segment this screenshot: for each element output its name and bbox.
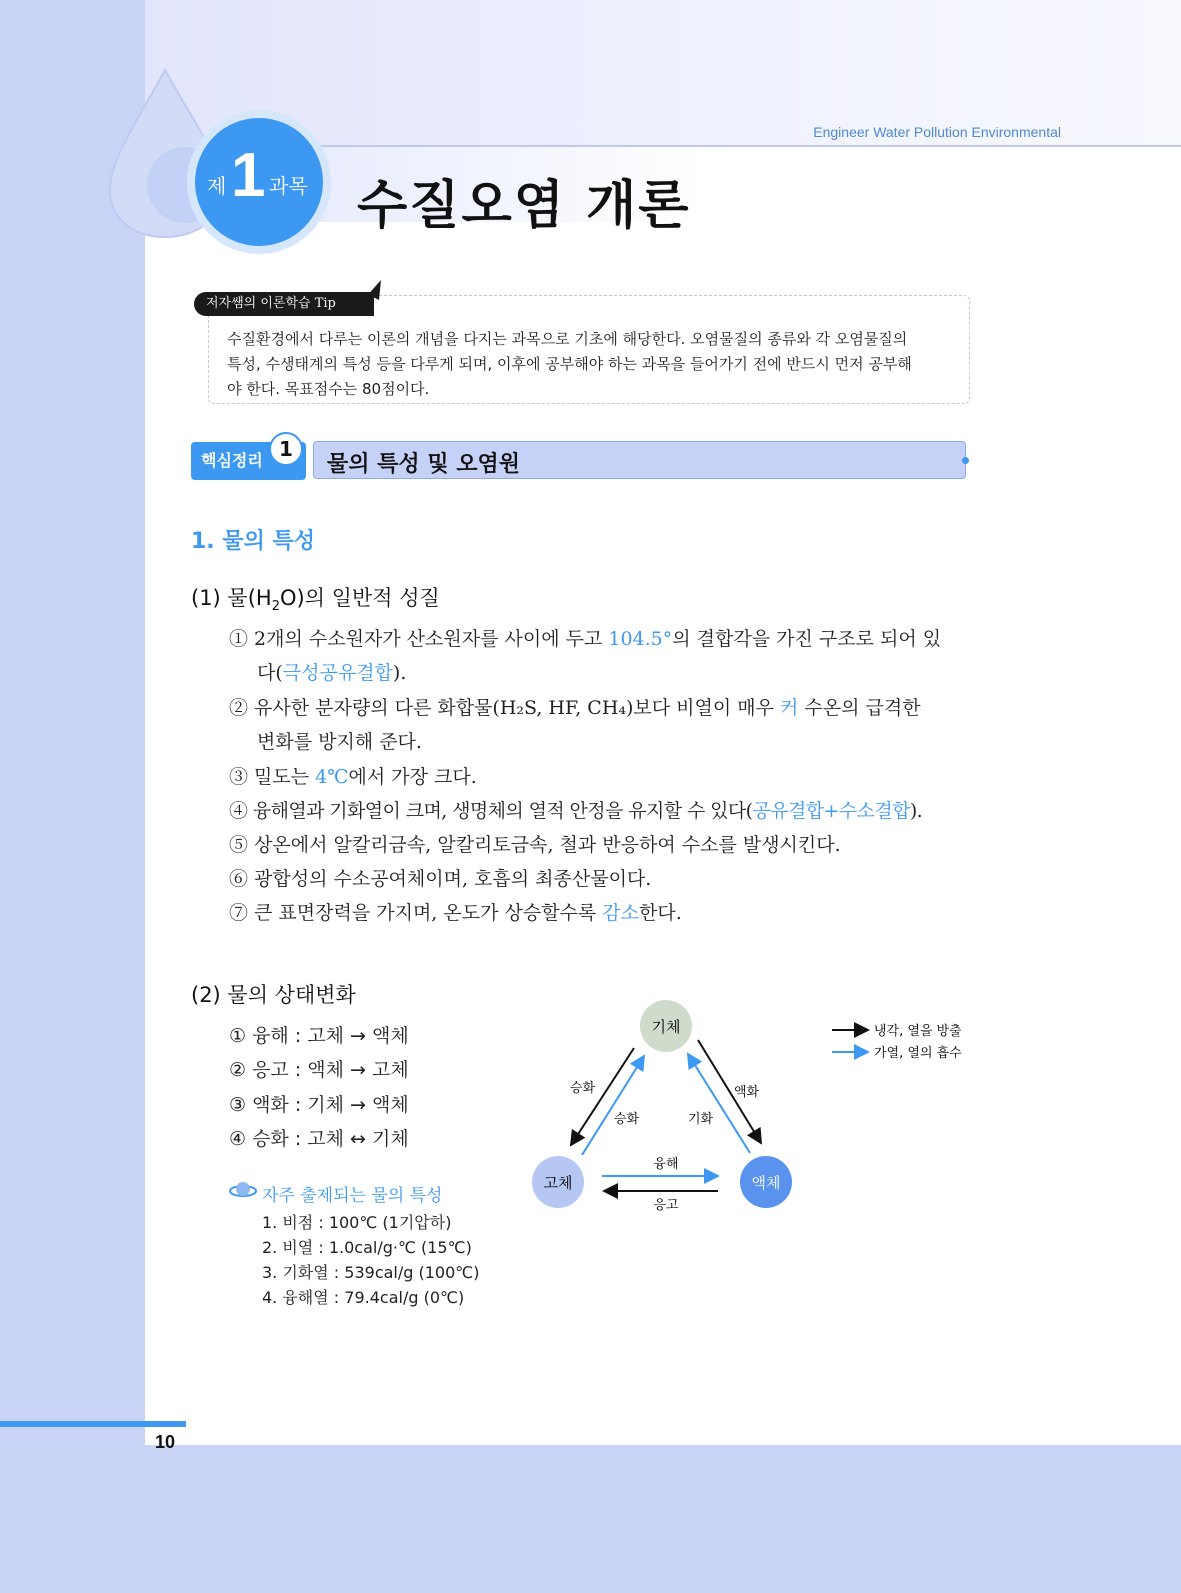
faq-item: 1. 비점 : 100℃ (1기압하): [262, 1213, 452, 1232]
page-number-bar: [0, 1421, 186, 1427]
state-item: ② 응고 : 액체 → 고체: [229, 1059, 409, 1081]
sublimation-out-label: 승화: [570, 1081, 596, 1096]
chapter-title: 수질오염 개론: [357, 176, 691, 236]
item-text: ⑤ 상온에서 알칼리금속, 알칼리토금속, 철과 반응하여 수소를 발생시킨다.: [229, 834, 841, 856]
item-text: ⑥ 광합성의 수소공여체이며, 호흡의 최종산물이다.: [229, 868, 652, 890]
section-title: 물의 특성 및 오염원: [327, 452, 520, 477]
subheading-state-change: (2) 물의 상태변화: [191, 983, 356, 1007]
badge-number: 1: [231, 141, 266, 210]
item-text: 한다.: [639, 902, 682, 924]
property-item: [229, 693, 921, 720]
property-item: [229, 762, 477, 789]
solid-label: 고체: [543, 1174, 573, 1192]
property-item: [229, 864, 651, 891]
subheading-general-properties: [191, 582, 440, 614]
legend-blue-label: 가열, 열의 흡수: [874, 1046, 962, 1061]
bottom-margin-band: [0, 1445, 1181, 1593]
series-title: Engineer Water Pollution Environmental: [813, 124, 1061, 140]
badge-prefix: 제: [207, 174, 227, 198]
item-highlight: 커: [780, 697, 799, 719]
sublimation-in-label: 승화: [614, 1112, 640, 1127]
melting-label: 융해: [653, 1157, 679, 1172]
heading-water-properties: 1. 물의 특성: [191, 529, 315, 554]
item-highlight: 104.5°: [608, 628, 673, 650]
tip-text: [227, 327, 957, 402]
legend-black-label: 냉각, 열을 방출: [874, 1024, 962, 1039]
item-text: ② 유사한 분자량의 다른 화합물(H₂S, HF, CH₄)보다 비열이 매우: [229, 697, 781, 719]
faq-item: 4. 융해열 : 79.4cal/g (0℃): [262, 1288, 465, 1307]
item-highlight: 감소: [602, 902, 640, 924]
chapter-badge: [195, 118, 323, 246]
item-highlight: 공유결합+수소결합: [752, 800, 910, 822]
section-number: 1: [269, 432, 303, 466]
property-item: [257, 658, 406, 685]
freezing-label: 응고: [653, 1198, 679, 1213]
property-item: [229, 624, 941, 651]
faq-item: 2. 비열 : 1.0cal/g·℃ (15℃): [262, 1238, 472, 1257]
page-number: 10: [155, 1432, 176, 1452]
item-text: ④ 융해열과 기화열이 크며, 생명체의 열적 안정을 유지할 수 있다(: [229, 800, 753, 822]
tip-line: 수질환경에서 다루는 이론의 개념을 다지는 과목으로 기초에 해당한다. 오염물질의 종류와 각 오염물질의: [227, 330, 908, 348]
section-tag: 핵심정리: [191, 442, 306, 480]
subheading-subscript: 2: [271, 599, 280, 615]
item-text: 변화를 방지해 준다.: [257, 731, 422, 753]
tip-arrow-icon: [345, 276, 385, 316]
state-item: ③ 액화 : 기체 → 액체: [229, 1094, 409, 1116]
badge-suffix: 과목: [269, 174, 308, 198]
liquefaction-label: 액화: [734, 1085, 760, 1100]
vaporization-arrow: [688, 1054, 750, 1153]
state-item: ④ 승화 : 고체 ↔ 기체: [229, 1128, 409, 1150]
item-highlight: 4℃: [315, 766, 349, 788]
liquid-label: 액체: [751, 1174, 781, 1192]
sublimation-in-arrow: [582, 1056, 644, 1155]
subheading-part: O)의 일반적 성질: [279, 586, 440, 610]
item-highlight: 극성공유결합: [282, 662, 393, 684]
item-text: 에서 가장 크다.: [348, 766, 477, 788]
item-text: 의 결합각을 가진 구조로 되어 있: [672, 628, 942, 650]
vaporization-label: 기화: [688, 1112, 714, 1127]
item-text: 다(: [257, 662, 283, 684]
property-item: [229, 898, 682, 925]
subheading-part: (1) 물(H: [191, 586, 272, 610]
item-text: ③ 밀도는: [229, 766, 316, 788]
property-item: [229, 830, 841, 857]
property-item: [257, 727, 422, 754]
state-item: ① 융해 : 고체 → 액체: [229, 1025, 409, 1047]
item-text: ① 2개의 수소원자가 산소원자를 사이에 두고: [229, 628, 609, 650]
phase-change-diagram: [520, 990, 980, 1230]
faq-title: 자주 출제되는 물의 특성: [262, 1186, 443, 1206]
tip-line: 야 한다. 목표점수는 80점이다.: [227, 380, 430, 398]
item-text: 수온의 급격한: [798, 697, 921, 719]
item-text: ).: [392, 662, 407, 684]
gas-label: 기체: [651, 1018, 681, 1036]
section-dot: [962, 457, 969, 464]
property-item: [229, 796, 922, 823]
tip-line: 특성, 수생태계의 특성 등을 다루게 되며, 이후에 공부해야 하는 과목을 들어가기 전에 반드시 먼저 공부해: [227, 355, 912, 373]
planet-icon: [228, 1178, 258, 1202]
sublimation-out-arrow: [571, 1048, 634, 1145]
item-text: ⑦ 큰 표면장력을 가지며, 온도가 상승할수록: [229, 902, 603, 924]
faq-item: 3. 기화열 : 539cal/g (100℃): [262, 1263, 480, 1282]
item-text: ).: [909, 800, 923, 822]
tip-label: 저자쌤의 이론학습 Tip: [194, 292, 374, 316]
